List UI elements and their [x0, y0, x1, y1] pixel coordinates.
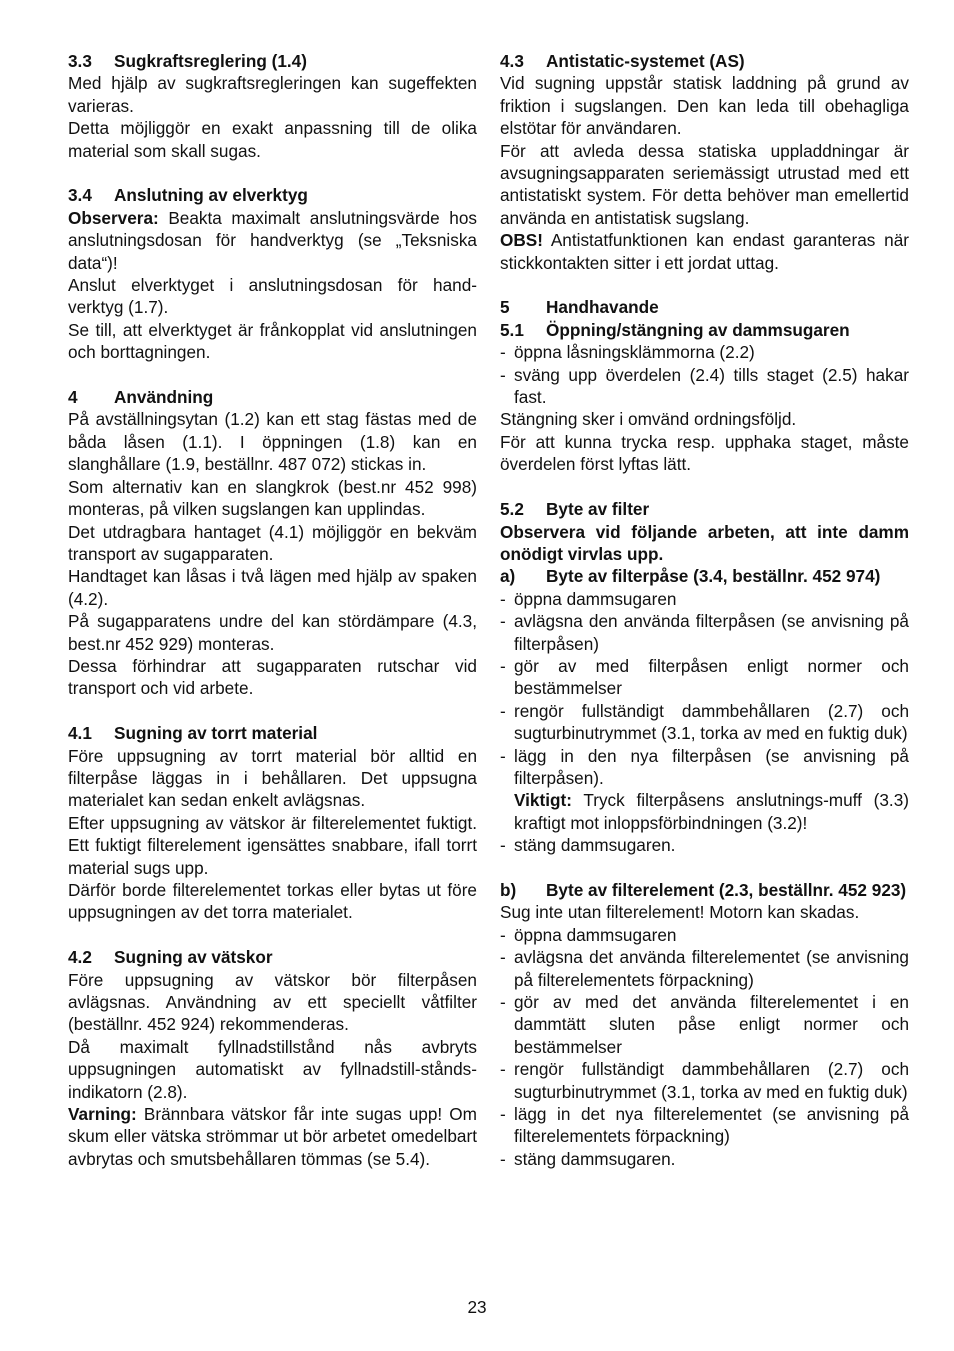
section-number: 4.2	[68, 947, 92, 968]
list-item: - rengör fullständigt dammbehållaren (2.7) och sugturbinutrymmet (3.1, torka av med en fuktig duk)	[500, 700, 909, 744]
paragraph: Stängning sker i omvänd ordningsföljd.	[500, 409, 797, 430]
paragraph: Då maximalt fyllnadstillstånd nås avbryts uppsugningen automatiskt av fyllnadstill-stånds-indikatorn (2.8).	[68, 1036, 477, 1102]
dash-marker: -	[500, 947, 506, 968]
section-5-2	[500, 498, 909, 857]
section-heading	[500, 498, 909, 520]
obs-paragraph	[500, 229, 909, 274]
dash-marker: -	[500, 924, 506, 945]
section-number: 3.4	[68, 185, 92, 206]
section-heading	[500, 50, 909, 72]
section-5-2-b	[500, 879, 909, 1170]
list-item: - lägg in den nya filterpåsen (se anvisning på filterpåsen).	[500, 745, 909, 788]
list-item: - stäng dammsugaren.	[500, 1148, 676, 1169]
paragraph: På sugapparatens undre del kan stördämpare (4.3, best.nr 452 929) monteras.	[68, 611, 477, 654]
dash-marker: -	[500, 1104, 506, 1125]
list-item: - gör av med filterpåsen enligt normer och bestämmelser	[500, 655, 909, 699]
left-column	[68, 50, 477, 1193]
paragraph: Som alternativ kan en slangkrok (best.nr 452 998) monteras, på vilken sugslangen kan upplindas.	[68, 476, 477, 520]
subsection-number: 5.1	[500, 319, 524, 340]
warning-label: Varning:	[68, 1104, 137, 1125]
section-title: Antistatic-systemet (AS)	[546, 51, 745, 71]
paragraph: För att avleda dessa statiska uppladdningar är avsugningsapparaten seriemässigt utrustad med ett antistatiskt system. För detta behöver man emellertid använda en antistatisk sugslang.	[500, 140, 909, 228]
paragraph: Det utdragbara hantaget (4.1) möjliggör en bekväm transport av sugapparaten.	[68, 521, 477, 564]
section-3-3	[68, 50, 477, 162]
dash-marker: -	[500, 588, 506, 609]
section-title: Användning	[114, 387, 214, 408]
paragraph: Dessa förhindrar att sugapparaten rutschar vid transport och vid arbete.	[68, 655, 477, 699]
section-heading	[68, 386, 477, 408]
list-item: - rengör fullständigt dammbehållaren (2.7) och sugturbinutrymmet (3.1, torka av med en fuktig duk)	[500, 1059, 909, 1102]
section-heading	[68, 946, 477, 968]
warning-paragraph	[68, 1103, 477, 1170]
dash-marker: -	[500, 1148, 506, 1169]
section-5	[500, 296, 909, 475]
dash-marker: -	[500, 611, 506, 632]
section-4-1	[68, 722, 477, 924]
section-heading	[68, 722, 477, 744]
paragraph: Därför borde filterelementet torkas eller bytas ut före uppsugningen av det torra materialet.	[68, 879, 477, 923]
paragraph: Anslut elverktyget i anslutningsdosan för hand-verktyg (1.7).	[68, 275, 477, 318]
dash-marker: -	[500, 1059, 506, 1080]
section-number: 3.3	[68, 51, 92, 71]
section-number: 4.1	[68, 723, 92, 744]
dash-marker: -	[500, 655, 506, 676]
section-number: 5	[500, 297, 510, 318]
section-4-2	[68, 946, 477, 1170]
paragraph: Se till, att elverktyget är frånkopplat vid anslutningen och borttagningen.	[68, 319, 477, 363]
section-number: 5.2	[500, 499, 524, 520]
paragraph: Handtaget kan låsas i två lägen med hjälp av spaken (4.2).	[68, 566, 477, 609]
subsection-heading	[500, 319, 909, 341]
paragraph: Sug inte utan filterelement! Motorn kan skadas.	[500, 902, 860, 923]
paragraph: Vid sugning uppstår statisk laddning på grund av friktion i sugslangen. Den kan leda till obehagliga elstötar för användaren.	[500, 73, 909, 139]
dash-marker: -	[500, 992, 506, 1013]
dash-marker: -	[500, 342, 506, 363]
subsection-number: b)	[500, 879, 517, 900]
section-number: 4	[68, 387, 78, 408]
paragraph: På avställningsytan (1.2) kan ett stag fästas med de båda låsen (1.1). I öppningen (1.8) kan en slanghållare (1.9, beställnr. 487 072) stickas in.	[68, 409, 477, 475]
section-3-4	[68, 184, 477, 363]
list-item: - avlägsna det använda filterelementet (se anvisning på filterelementets förpackning)	[500, 947, 909, 990]
section-heading	[500, 296, 909, 318]
list-item: - lägg in det nya filterelementet (se anvisning på filterelementets förpackning)	[500, 1104, 909, 1147]
dash-marker: -	[500, 745, 506, 766]
paragraph: Före uppsugning av torrt material bör alltid en filterpåse läggas in i behållaren. Det uppsugna materialet kan sedan enkelt avlägsnas.	[68, 745, 477, 811]
note-label: Observera:	[68, 207, 159, 228]
list-item: - sväng upp överdelen (2.4) tills staget (2.5) hakar fast.	[500, 364, 909, 408]
subsection-title: Byte av filterpåse (3.4, beställnr. 452 974)	[546, 566, 881, 587]
bold-note: Observera vid följande arbeten, att inte damm onödigt virvlas upp.	[500, 521, 909, 564]
subsection-heading	[500, 565, 909, 587]
obs-label: OBS!	[500, 230, 543, 251]
list-item: - gör av med det använda filterelementet i en dammtätt sluten påse enligt normer och bestämmelser	[500, 992, 909, 1057]
important-paragraph	[500, 789, 909, 834]
list-item: - avlägsna den använda filterpåsen (se anvisning på filterpåsen)	[500, 611, 909, 654]
section-title: Byte av filter	[546, 499, 650, 520]
obs-text: Antistatfunktionen kan endast garanteras när stickkontakten sitter i ett jordat uttag.	[500, 230, 909, 273]
paragraph: Efter uppsugning av vätskor är filterelementet fuktigt. Ett fuktigt filterelement igensättes snabbare, ifall torrt material sugs upp.	[68, 812, 477, 878]
list-item: - öppna låsningsklämmorna (2.2)	[500, 342, 755, 363]
important-text: Tryck filterpåsens anslutnings-muff (3.3) kraftigt mot inloppsförbindningen (3.2)!	[514, 790, 909, 833]
dash-marker: -	[500, 364, 506, 385]
subsection-number: a)	[500, 566, 516, 587]
section-title: Sugkraftsreglering (1.4)	[114, 51, 307, 71]
subsection-title: Byte av filterelement (2.3, beställnr. 452 923)	[546, 879, 907, 900]
paragraph: Före uppsugning av vätskor bör filterpåsen avlägsnas. Användning av ett speciellt våtfilter (beställnr. 452 924) rekommenderas.	[68, 969, 477, 1035]
section-title: Sugning av vätskor	[114, 947, 273, 968]
section-heading	[68, 184, 477, 206]
paragraph: Detta möjliggör en exakt anpassning till de olika material som skall sugas.	[68, 118, 477, 161]
list-item: - öppna dammsugaren	[500, 588, 677, 609]
important-label: Viktigt:	[514, 790, 572, 811]
dash-marker: -	[500, 700, 506, 721]
section-heading	[68, 50, 477, 72]
paragraph: Med hjälp av sugkraftsregleringen kan sugeffekten varieras.	[68, 73, 477, 116]
subsection-title: Öppning/stängning av dammsugaren	[546, 319, 850, 340]
page-number: 23	[467, 1297, 487, 1317]
section-title: Handhavande	[546, 297, 659, 318]
dash-marker: -	[500, 835, 506, 856]
list-item: - stäng dammsugaren.	[500, 835, 676, 856]
section-4-3	[500, 50, 909, 274]
list-item: - öppna dammsugaren	[500, 924, 677, 945]
section-title: Sugning av torrt material	[114, 723, 318, 744]
paragraph: För att kunna trycka resp. upphaka staget, måste överdelen först lyftas lätt.	[500, 431, 909, 475]
note-paragraph	[68, 207, 477, 274]
subsection-heading	[500, 879, 909, 901]
section-number: 4.3	[500, 51, 524, 71]
note-text: Beakta maximalt anslutningsvärde hos anslutningsdosan för handverktyg (se „Teksniska data“)!	[68, 207, 477, 273]
right-column	[500, 50, 909, 1193]
section-4	[68, 386, 477, 700]
warning-text: Brännbara vätskor får inte sugas upp! Om skum eller vätska strömmar ut bör arbetet omedelbart avbrytas och smutsbehållaren tömmas (se 5.4).	[68, 1104, 477, 1169]
section-title: Anslutning av elverktyg	[114, 185, 308, 206]
